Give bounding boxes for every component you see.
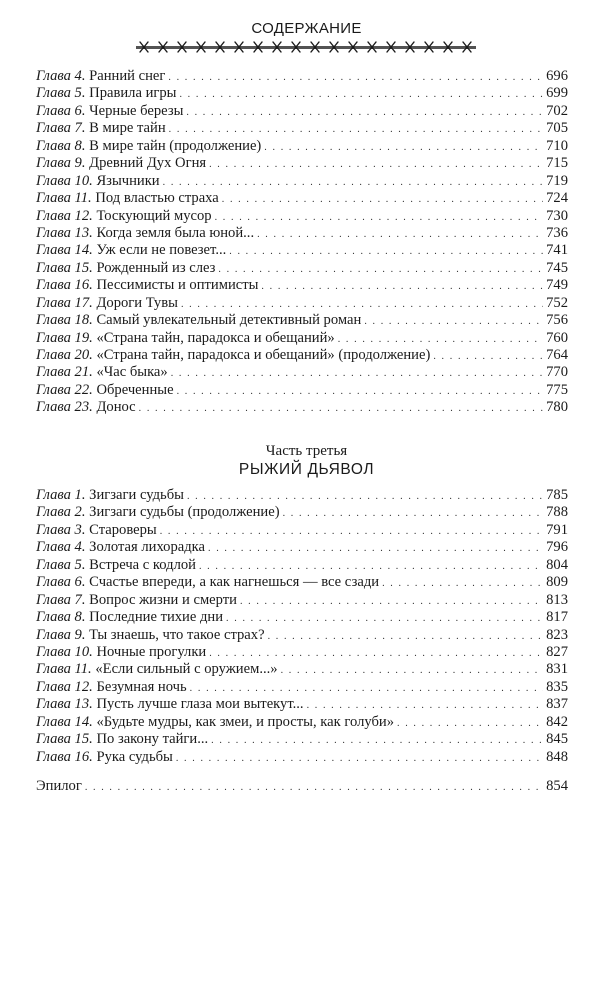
part-three-title: РЫЖИЙ ДЬЯВОЛ [238,461,375,478]
toc-entry-chapter-label: Глава 8. [36,137,86,154]
toc-entry-page: 760 [546,329,568,346]
toc-entry-title: Рука судьбы [96,748,173,765]
toc-entry-title: Самый увлекательный детективный роман [96,312,362,329]
toc-entry-title: Последние тихие дни [89,609,224,626]
toc-entry[interactable] [36,539,568,556]
toc-entry-page: 835 [546,678,568,695]
toc-entry-title: Под властью страха [95,190,219,207]
toc-entry-page: 854 [546,778,568,794]
dot-leader [177,383,544,400]
toc-entry-page: 837 [546,696,568,713]
dot-leader [268,628,544,645]
toc-entry-page: 715 [546,155,568,172]
dot-leader [218,261,543,278]
toc-entry[interactable] [36,173,568,190]
toc-entry-chapter-label: Глава 10. [36,643,93,660]
toc-entry-chapter-label: Глава 11. [36,190,92,207]
toc-entry[interactable] [36,103,568,120]
toc-entry-page: 699 [546,85,568,102]
toc-entry-page: 827 [546,643,568,660]
toc-entry-page: 741 [546,242,568,259]
dot-leader [168,69,543,86]
toc-entry-chapter-label: Глава 8. [36,609,86,626]
toc-entry-chapter-label: Глава 23. [36,399,93,416]
toc-entry[interactable] [36,155,568,172]
dot-leader [169,121,543,138]
toc-entry-epilogue[interactable] [36,778,568,795]
toc-entry-chapter-label: Глава 7. [36,591,86,608]
toc-entry[interactable] [36,68,568,85]
toc-entry[interactable] [36,399,568,416]
toc-entry[interactable] [36,208,568,225]
toc-entry-title: Уж если не повезет... [96,242,227,259]
dot-leader [281,662,544,679]
toc-entry-page: 804 [546,556,568,573]
toc-entry-page: 842 [546,713,568,730]
toc-entry[interactable] [36,574,568,591]
page-title: СОДЕРЖАНИЕ [251,20,362,37]
toc-entry-chapter-label: Глава 4. [36,68,86,84]
part-three-label: Часть третья [265,443,348,459]
toc-entry-page: 719 [546,172,568,189]
toc-entry-page: 791 [546,521,568,538]
toc-entry-chapter-label: Глава 1. [36,487,86,503]
dot-leader [264,139,543,156]
dot-leader [208,540,543,557]
dot-leader [160,523,543,540]
toc-entry-page: 770 [546,364,568,381]
toc-entry-chapter-label: Глава 22. [36,381,93,398]
toc-entry-page: 736 [546,224,568,241]
dot-leader [229,243,543,260]
toc-entry-chapter-label: Глава 13. [36,224,93,241]
toc-entry-page: 730 [546,207,568,224]
toc-entry-chapter-label: Глава 16. [36,277,93,294]
toc-entry[interactable] [36,749,568,766]
toc-entry[interactable] [36,522,568,539]
dot-leader [433,348,543,365]
toc-entry[interactable] [36,382,568,399]
dot-leader [364,313,543,330]
toc-entry-title: Донос [96,399,136,416]
toc-entry[interactable] [36,504,568,521]
dot-leader [215,209,544,226]
toc-entry-page: 780 [546,399,568,416]
toc-entry-page: 764 [546,347,568,363]
toc-entry-title: Безумная ночь [96,678,187,695]
toc-entry-title: Дороги Тувы [96,294,178,311]
dot-leader [187,488,543,505]
dot-leader [222,191,543,208]
toc-entry-chapter-label: Глава 3. [36,521,86,538]
toc-entry-chapter-label: Глава 2. [36,504,86,521]
toc-entry-title: «Если сильный с оружием...» [95,661,278,678]
toc-entry[interactable] [36,557,568,574]
toc-entry-title: Золотая лихорадка [89,539,206,556]
toc-entry-chapter-label: Глава 18. [36,312,93,329]
toc-entry[interactable] [36,190,568,207]
toc-entry-chapter-label: Глава 17. [36,294,93,311]
toc-entry-page: 745 [546,259,568,276]
toc-entry[interactable] [36,242,568,259]
toc-entry-page: 756 [546,312,568,329]
toc-entry[interactable] [36,225,568,242]
toc-entry-title: Черные березы [89,102,184,119]
toc-entry-chapter-label: Глава 14. [36,713,93,730]
toc-entry-title: Счастье впереди, а как нагнешься — все сзади [89,574,380,591]
toc-entry-chapter-label: Глава 6. [36,102,86,119]
toc-entry-chapter-label: Глава 11. [36,661,92,678]
toc-entry[interactable] [36,609,568,626]
toc-entry-title: Рожденный из слез [96,259,216,276]
toc-entry-title: Ночные прогулки [96,643,207,660]
toc-epilogue [36,778,568,795]
toc-entry-chapter-label: Глава 21. [36,364,93,381]
toc-entry[interactable] [36,661,568,678]
toc-entry-title: Древний Дух Огня [89,155,207,172]
dot-leader [257,226,543,243]
toc-entry[interactable] [36,714,568,731]
toc-entry-page: 788 [546,504,568,521]
toc-entry[interactable] [36,260,568,277]
toc-entry-page: 817 [546,609,568,626]
toc-entry-title: Староверы [89,521,157,538]
dot-leader [338,331,543,348]
toc-part-three [36,487,568,766]
dot-leader [209,645,543,662]
toc-entry-title: «Час быка» [96,364,168,381]
dot-leader [179,86,543,103]
dot-leader [307,697,544,714]
toc-entry[interactable] [36,138,568,155]
toc-entry[interactable] [36,295,568,312]
toc-entry-page: 831 [546,661,568,678]
toc-entry-chapter-label: Глава 14. [36,242,93,259]
toc-entry-page: 749 [546,277,568,294]
toc-entry-page: 813 [546,591,568,608]
toc-entry[interactable] [36,85,568,102]
toc-entry-chapter-label: Глава 15. [36,259,93,276]
toc-entry[interactable] [36,120,568,137]
toc-entry-title: Зигзаги судьбы (продолжение) [89,504,280,521]
dot-leader [139,400,543,417]
toc-entry-title: «Страна тайн, парадокса и обещаний» [96,329,335,346]
toc-entry-page: 705 [546,120,568,137]
toc-entry[interactable] [36,679,568,696]
toc-entry-chapter-label: Глава 5. [36,556,86,573]
toc-entry-title: В мире тайн [89,120,166,137]
toc-entry-title: Обреченные [96,381,174,398]
toc-entry-chapter-label: Глава 5. [36,85,86,102]
toc-entry-chapter-label: Глава 10. [36,172,93,189]
toc-entry-chapter-label: Глава 15. [36,731,93,748]
dot-leader [261,278,543,295]
toc-entry-title: Тоскующий мусор [96,207,212,224]
toc-entry[interactable] [36,627,568,644]
dot-leader [199,558,543,575]
toc-entry-title: Ты знаешь, что такое страх? [89,626,265,643]
toc-entry[interactable] [36,330,568,347]
toc-entry-page: 710 [546,137,568,154]
toc-part-two-continued [36,68,568,417]
toc-entry-page: 845 [546,731,568,748]
toc-entry-chapter-label: Глава 13. [36,696,93,713]
dot-leader [283,505,544,522]
toc-entry-chapter-label: Глава 7. [36,120,86,137]
dot-leader [211,732,543,749]
dot-leader [190,680,543,697]
dot-leader [186,104,543,121]
toc-entry-title: Встреча с кодлой [89,556,196,573]
toc-entry[interactable] [36,696,568,713]
toc-entry-title: Правила игры [89,85,177,102]
dot-leader [209,156,543,173]
barbed-wire-divider [136,40,476,54]
toc-entry[interactable] [36,364,568,381]
toc-entry-title: В мире тайн (продолжение) [89,137,262,154]
dot-leader [171,365,543,382]
toc-entry-page: 775 [546,381,568,398]
toc-entry-title: По закону тайги... [96,731,209,748]
toc-entry-title: Эпилог [36,778,82,794]
toc-entry-title: Зигзаги судьбы [89,487,184,503]
toc-entry-title: Язычники [96,172,160,189]
toc-entry-page: 696 [546,68,568,84]
toc-entry-page: 823 [546,626,568,643]
toc-entry[interactable] [36,312,568,329]
toc-entry-page: 796 [546,539,568,556]
toc-entry-title: Ранний снег [89,68,166,84]
toc-entry-page: 752 [546,294,568,311]
dot-leader [85,779,543,796]
toc-entry-page: 848 [546,748,568,765]
toc-entry-chapter-label: Глава 19. [36,329,93,346]
toc-entry-page: 785 [546,487,568,503]
toc-entry-chapter-label: Глава 9. [36,155,86,172]
toc-entry-chapter-label: Глава 12. [36,207,93,224]
toc-entry-page: 702 [546,102,568,119]
dot-leader [181,296,543,313]
toc-entry-title: «Страна тайн, парадокса и обещаний» (продолжение) [96,347,431,363]
toc-entry-page: 809 [546,574,568,591]
toc-entry[interactable] [36,731,568,748]
toc-entry-chapter-label: Глава 9. [36,626,86,643]
toc-entry-title: Пусть лучше глаза мои вытекут... [96,696,304,713]
toc-entry-chapter-label: Глава 20. [36,347,93,363]
toc-entry[interactable] [36,592,568,609]
dot-leader [382,575,543,592]
toc-entry[interactable] [36,487,568,504]
toc-entry-chapter-label: Глава 6. [36,574,86,591]
dot-leader [226,610,543,627]
dot-leader [176,750,543,767]
dot-leader [397,715,543,732]
toc-entry-page: 724 [546,190,568,207]
toc-entry-chapter-label: Глава 4. [36,539,86,556]
toc-entry-chapter-label: Глава 16. [36,748,93,765]
toc-entry-title: Вопрос жизни и смерти [89,591,237,608]
toc-entry-title: Пессимисты и оптимисты [96,277,259,294]
dot-leader [163,174,543,191]
toc-entry[interactable] [36,277,568,294]
toc-entry[interactable] [36,347,568,364]
dot-leader [240,593,543,610]
toc-entry[interactable] [36,644,568,661]
toc-entry-chapter-label: Глава 12. [36,678,93,695]
toc-entry-title: Когда земля была юной... [96,224,255,241]
toc-entry-title: «Будьте мудры, как змеи, и просты, как голуби» [96,713,394,730]
